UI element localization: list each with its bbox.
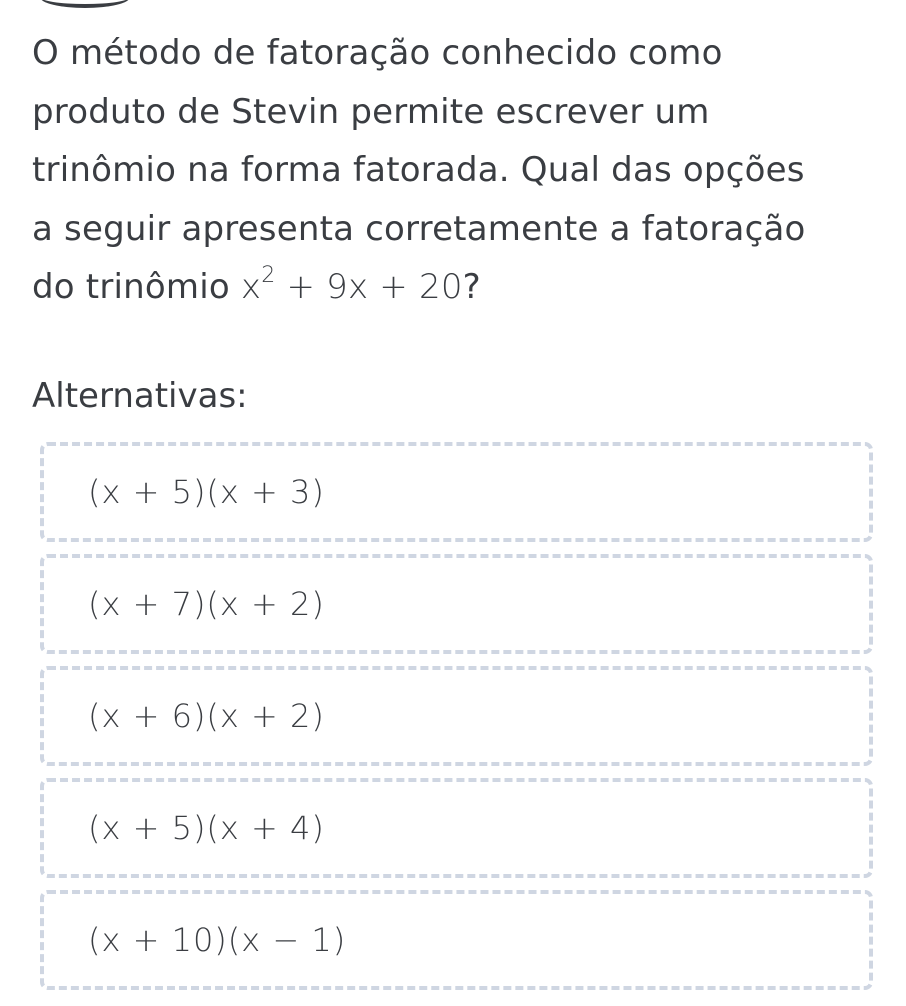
question-line-5 [32,258,872,317]
option-d[interactable] [40,778,873,878]
option-c-label: (x + 6)(x + 2) [88,697,325,735]
question-line-3: trinômio na forma fatorada. Qual das opções [32,150,805,190]
question-text [32,24,872,317]
option-e-label: (x + 10)(x − 1) [88,921,347,959]
alternatives-heading: Alternativas: [32,376,248,416]
trinomial-expression [240,262,463,307]
option-a-label: (x + 5)(x + 3) [88,473,325,511]
option-e[interactable] [40,890,873,990]
option-c[interactable] [40,666,873,766]
question-mark: ? [462,267,481,307]
expression-exponent: 2 [261,262,276,288]
option-d-label: (x + 5)(x + 4) [88,809,325,847]
question-line-5-prefix: do trinômio [32,267,230,307]
scroll-edge-decoration [40,0,130,8]
option-a[interactable] [40,442,873,542]
option-b[interactable] [40,554,873,654]
question-line-4: a seguir apresenta corretamente a fatoração [32,208,806,249]
expression-rest: + 9x + 20 [286,267,463,307]
question-line-2: produto de Stevin permite escrever um [32,91,710,132]
option-b-label: (x + 7)(x + 2) [88,585,325,623]
options-list [40,442,873,1002]
expression-base: x [240,267,262,307]
question-line-1: O método de fatoração conhecido como [32,33,723,73]
